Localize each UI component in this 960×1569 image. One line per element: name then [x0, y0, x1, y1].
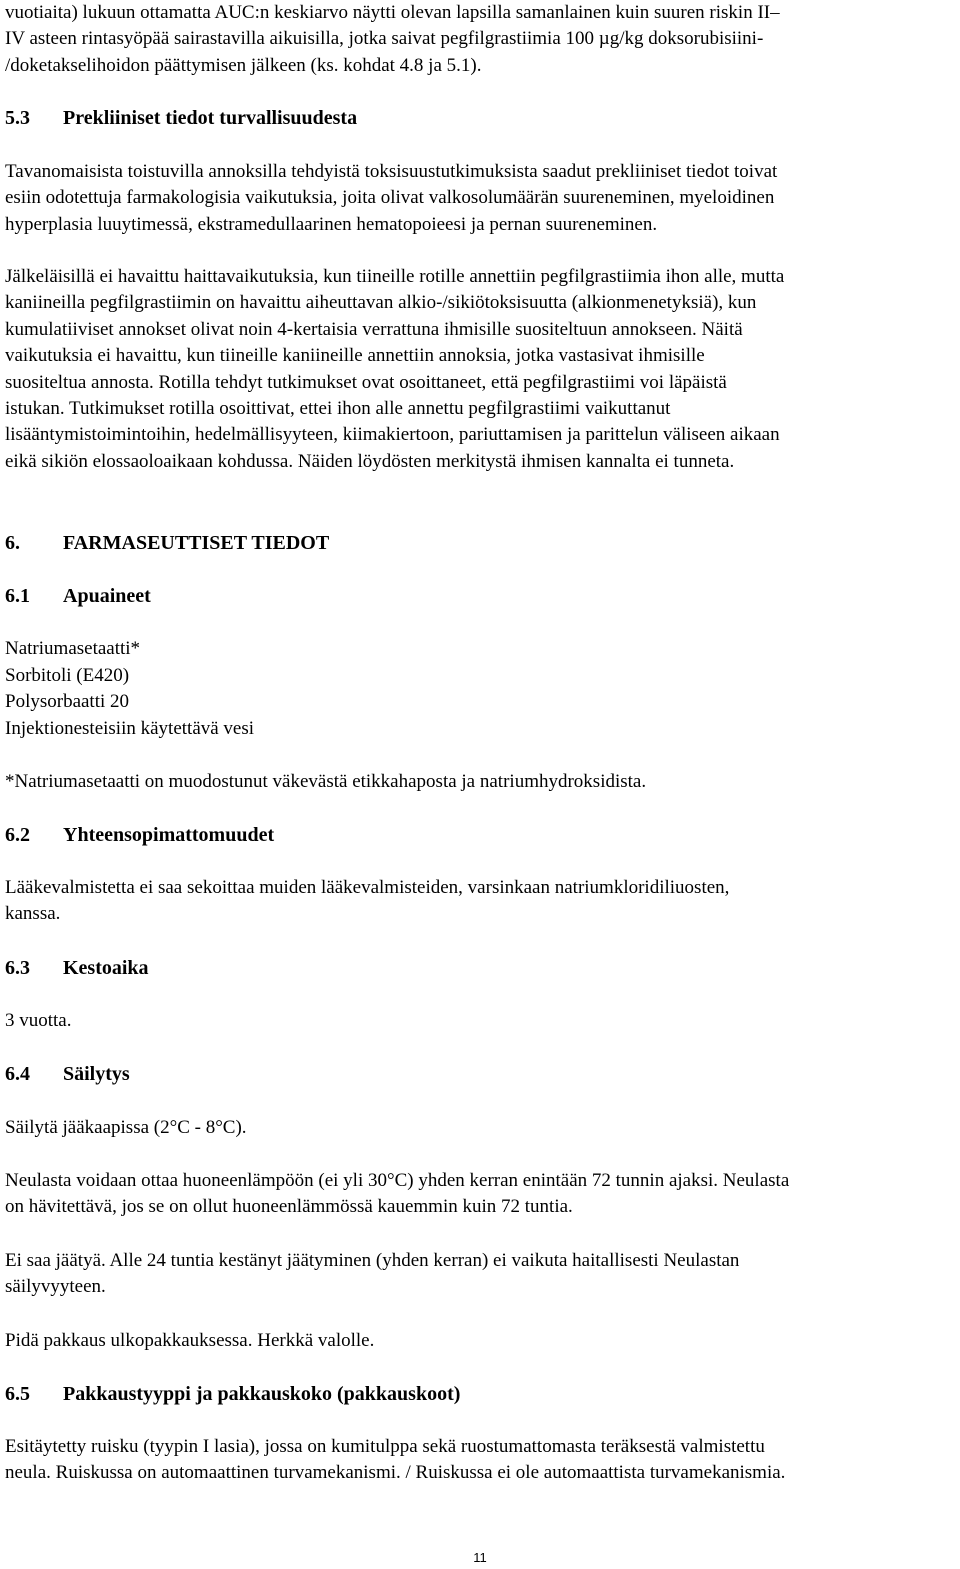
text-line: kumulatiiviset annokset olivat noin 4-kertaisia verrattuna ihmisille suositeltuun annokseen. Näitä — [5, 318, 743, 340]
section-title: Kestoaika — [63, 957, 149, 979]
section-title: Säilytys — [63, 1063, 130, 1085]
text-line: esiin odotettuja farmakologisia vaikutuksia, joita olivat valkosolumäärän suureneminen, myeloidinen — [5, 187, 775, 209]
storage-freezing-paragraph — [5, 1248, 955, 1301]
section-6-5-paragraph — [5, 1434, 955, 1487]
section-number: 5.3 — [5, 107, 30, 129]
section-6-2-heading — [5, 822, 274, 848]
text-line: Tavanomaisista toistuvilla annoksilla tehdyistä toksisuustutkimuksista saadut prekliiniset tiedot toivat — [5, 161, 778, 182]
text-line: Esitäytetty ruisku (tyypin I lasia), jossa on kumitulppa sekä ruostumattomasta teräksestä valmistettu — [5, 1436, 765, 1457]
section-title: Prekliiniset tiedot turvallisuudesta — [63, 107, 358, 129]
list-item: Natriumasetaatti* — [5, 638, 141, 659]
excipient-list — [5, 636, 254, 742]
storage-temperature-text: Säilytä jääkaapissa (2°C - 8°C). — [5, 1117, 247, 1138]
intro-line-1: vuotiaita) lukuun ottamatta AUC:n keskiarvo näytti olevan lapsilla samanlainen kuin suuren riskin II– — [5, 2, 780, 23]
intro-line-2: IV asteen rintasyöpää sairastavilla aikuisilla, jotka saivat pegfilgrastiimia 100 µg/kg doksorubisiini- — [5, 28, 764, 50]
text-line: istukan. Tutkimukset rotilla osoittivat, ettei ihon alle annettu pegfilgrastiimi vaikuttanut — [5, 398, 671, 420]
text-line: Neulasta voidaan ottaa huoneenlämpöön (ei yli 30°C) yhden kerran enintään 72 tunnin ajaksi. Neulasta — [5, 1170, 790, 1191]
text-line: eikä sikiön elossaoloaikaan kohdussa. Näiden löydösten merkitystä ihmisen kannalta ei tunneta. — [5, 450, 735, 472]
section-6-3-heading — [5, 955, 149, 981]
storage-light-text: Pidä pakkaus ulkopakkauksessa. Herkkä valolle. — [5, 1330, 375, 1351]
section-5-3-paragraph-1 — [5, 159, 955, 238]
section-number: 6.1 — [5, 585, 30, 607]
text-line: säilyvyyteen. — [5, 1276, 106, 1298]
section-6-heading — [5, 530, 329, 556]
section-number: 6.5 — [5, 1383, 30, 1405]
text-line: kaniineilla pegfilgrastiimin on havaittu aiheuttavan alkio-/sikiötoksisuutta (alkionmenetyksiä), kun — [5, 292, 757, 314]
intro-line-3: /doketakselihoidon päättymisen jälkeen (ks. kohdat 4.8 ja 5.1). — [5, 54, 482, 76]
section-number: 6.3 — [5, 957, 30, 979]
text-line: lisääntymistoimintoihin, hedelmällisyyteen, kiimakiertoon, pariuttamisen ja parittelun väliseen aikaan — [5, 424, 780, 446]
text-line: neula. Ruiskussa on automaattinen turvamekanismi. / Ruiskussa ei ole automaattista turvamekanismia. — [5, 1462, 786, 1484]
list-item: Polysorbaatti 20 — [5, 691, 130, 712]
section-5-3-heading — [5, 105, 357, 131]
text-line: vaikutuksia ei havaittu, kun tiineille kaniineille annettiin annoksia, jotka vastasivat ihmisille — [5, 345, 705, 367]
text-line: kanssa. — [5, 903, 61, 925]
intro-paragraph — [5, 0, 955, 79]
section-6-4-heading — [5, 1061, 130, 1087]
text-line: suositeltua annosta. Rotilla tehdyt tutkimukset ovat osoittaneet, että pegfilgrastiimi voi läpäistä — [5, 371, 727, 393]
section-number: 6. — [5, 532, 20, 554]
shelf-life-text: 3 vuotta. — [5, 1010, 72, 1031]
list-item: Injektionesteisiin käytettävä vesi — [5, 717, 255, 739]
page-number: 11 — [473, 1550, 487, 1565]
section-number: 6.4 — [5, 1063, 30, 1085]
text-line: Jälkeläisillä ei havaittu haittavaikutuksia, kun tiineille rotille annettiin pegfilgrastiimia ihon alle, mutta — [5, 266, 785, 287]
storage-room-temp-paragraph — [5, 1168, 955, 1221]
section-6-2-paragraph — [5, 875, 955, 928]
section-title: FARMASEUTTISET TIEDOT — [63, 532, 330, 554]
section-title: Yhteensopimattomuudet — [63, 824, 275, 846]
section-number: 6.2 — [5, 824, 30, 846]
section-6-5-heading — [5, 1381, 460, 1407]
section-5-3-paragraph-2 — [5, 264, 955, 475]
text-line: Ei saa jäätyä. Alle 24 tuntia kestänyt jäätyminen (yhden kerran) ei vaikuta haitallisesti Neulastan — [5, 1250, 740, 1271]
section-title: Apuaineet — [63, 585, 151, 607]
text-line: Lääkevalmistetta ei saa sekoittaa muiden lääkevalmisteiden, varsinkaan natriumkloridiliuosten, — [5, 877, 730, 898]
section-6-1-heading — [5, 583, 151, 609]
list-item: Sorbitoli (E420) — [5, 664, 130, 686]
text-line: on hävitettävä, jos se on ollut huoneenlämmössä kauemmin kuin 72 tuntia. — [5, 1196, 573, 1218]
section-title: Pakkaustyyppi ja pakkauskoko (pakkauskoot) — [63, 1383, 461, 1405]
excipient-note: *Natriumasetaatti on muodostunut väkevästä etikkahaposta ja natriumhydroksidista. — [5, 771, 647, 792]
text-line: hyperplasia luuytimessä, ekstramedullaarinen hematopoieesi ja pernan suureneminen. — [5, 213, 658, 235]
